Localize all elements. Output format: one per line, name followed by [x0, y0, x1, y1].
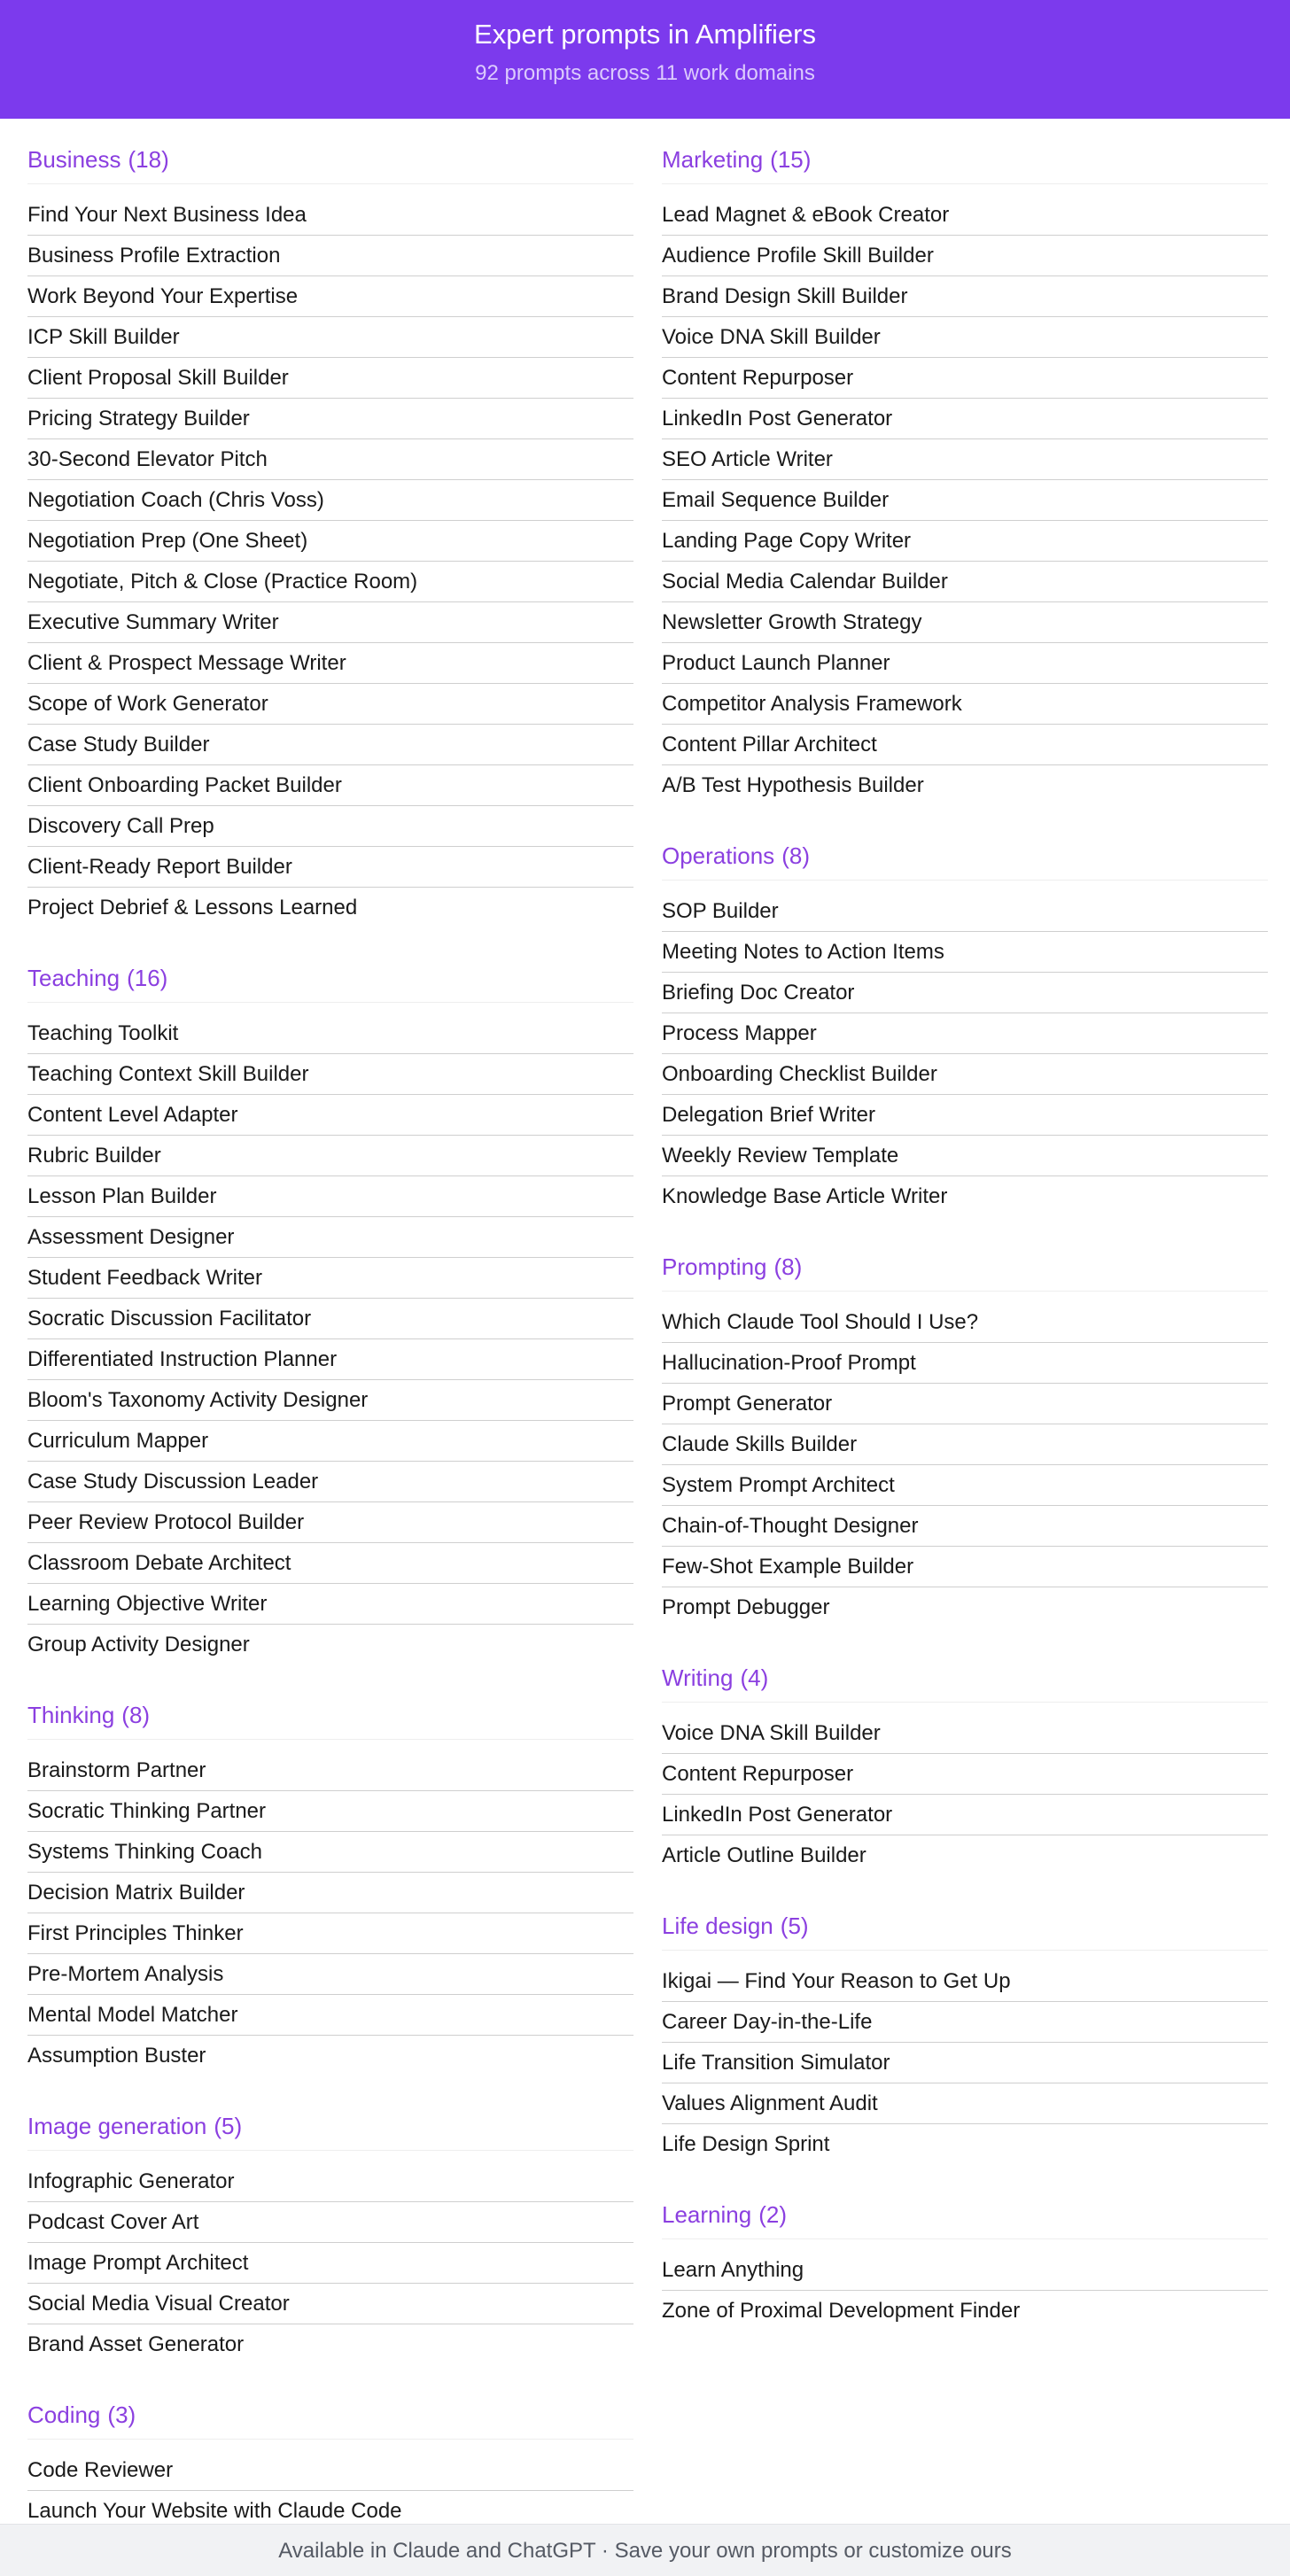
category-heading[interactable]: [662, 1906, 1268, 1951]
prompt-list: [27, 195, 633, 928]
category-count: (8): [773, 1253, 803, 1280]
category-count: (18): [128, 146, 169, 173]
prompt-item[interactable]: SEO Article Writer: [662, 439, 1268, 480]
prompt-item[interactable]: Client Onboarding Packet Builder: [27, 765, 633, 806]
prompt-item[interactable]: Infographic Generator: [27, 2161, 633, 2202]
category-heading[interactable]: [27, 2107, 633, 2151]
category-heading[interactable]: [662, 2195, 1268, 2239]
prompt-item[interactable]: Voice DNA Skill Builder: [662, 1713, 1268, 1754]
prompt-list: [662, 195, 1268, 806]
category-count-value: 4: [748, 1664, 761, 1691]
prompt-list: [662, 1713, 1268, 1876]
category-name: Prompting: [662, 1253, 767, 1280]
prompt-item[interactable]: Teaching Context Skill Builder: [27, 1054, 633, 1095]
prompt-item[interactable]: Zone of Proximal Development Finder: [662, 2299, 1021, 2323]
prompt-item[interactable]: Content Level Adapter: [27, 1095, 633, 1136]
prompt-item[interactable]: Which Claude Tool Should I Use?: [662, 1302, 1268, 1343]
prompt-item[interactable]: Chain-of-Thought Designer: [662, 1506, 1268, 1547]
category-name: Teaching: [27, 965, 120, 991]
prompt-list: [27, 1750, 633, 2076]
prompt-item[interactable]: Content Repurposer: [662, 1754, 1268, 1795]
prompt-item[interactable]: 30-Second Elevator Pitch: [27, 439, 633, 480]
prompt-item[interactable]: Prompt Debugger: [662, 1595, 830, 1619]
category-count: (5): [780, 1913, 809, 1939]
prompt-list: [662, 1961, 1268, 2165]
category-heading[interactable]: [27, 140, 633, 184]
prompt-list: [27, 1013, 633, 1665]
prompt-item[interactable]: Weekly Review Template: [662, 1136, 1268, 1176]
prompt-item[interactable]: Landing Page Copy Writer: [662, 521, 1268, 562]
prompt-item[interactable]: Ikigai — Find Your Reason to Get Up: [662, 1961, 1268, 2002]
category-count: (15): [770, 146, 812, 173]
category-section: [27, 140, 633, 928]
prompt-item[interactable]: LinkedIn Post Generator: [662, 399, 1268, 439]
category-name: Coding: [27, 2401, 101, 2428]
prompt-item[interactable]: Differentiated Instruction Planner: [27, 1339, 633, 1380]
prompt-item[interactable]: Rubric Builder: [27, 1136, 633, 1176]
prompt-item[interactable]: Discovery Call Prep: [27, 806, 633, 847]
prompt-item[interactable]: Find Your Next Business Idea: [27, 195, 633, 236]
category-name: Image generation: [27, 2113, 207, 2139]
category-section: [27, 958, 633, 1665]
prompt-item[interactable]: Lead Magnet & eBook Creator: [662, 195, 1268, 236]
prompt-item[interactable]: Social Media Visual Creator: [27, 2284, 633, 2324]
prompt-item[interactable]: Pre-Mortem Analysis: [27, 1954, 633, 1995]
prompt-item[interactable]: Article Outline Builder: [662, 1843, 866, 1867]
category-count: (3): [107, 2401, 136, 2428]
category-section: [27, 2107, 633, 2365]
prompt-item[interactable]: Email Sequence Builder: [662, 480, 1268, 521]
prompt-item[interactable]: Peer Review Protocol Builder: [27, 1502, 633, 1543]
category-section: [662, 2195, 1268, 2332]
category-section: [662, 1247, 1268, 1628]
page-subtitle: 92 prompts across 11 work domains: [475, 61, 815, 85]
prompt-item[interactable]: Hallucination-Proof Prompt: [662, 1343, 1268, 1384]
prompt-item[interactable]: Audience Profile Skill Builder: [662, 236, 1268, 276]
prompt-item[interactable]: Onboarding Checklist Builder: [662, 1054, 1268, 1095]
prompt-item[interactable]: Content Pillar Architect: [662, 725, 1268, 765]
prompt-item[interactable]: Systems Thinking Coach: [27, 1832, 633, 1873]
prompt-item[interactable]: Claude Skills Builder: [662, 1424, 1268, 1465]
category-name: Operations: [662, 842, 775, 869]
right-column: [662, 140, 1268, 2362]
prompt-item[interactable]: SOP Builder: [662, 891, 1268, 932]
prompt-item[interactable]: Client Proposal Skill Builder: [27, 358, 633, 399]
prompt-item[interactable]: Business Profile Extraction: [27, 236, 633, 276]
category-count: (5): [214, 2113, 243, 2139]
category-heading[interactable]: [662, 836, 1268, 881]
category-count: (2): [758, 2201, 788, 2228]
prompt-item[interactable]: Few-Shot Example Builder: [662, 1547, 1268, 1587]
prompt-list: [662, 2250, 1268, 2332]
page-footer: [0, 2524, 1290, 2576]
category-count-value: 5: [221, 2113, 235, 2139]
prompt-item[interactable]: Negotiation Prep (One Sheet): [27, 521, 633, 562]
prompt-item[interactable]: Brand Asset Generator: [27, 2332, 245, 2356]
prompt-list: [662, 1302, 1268, 1628]
prompt-item[interactable]: Classroom Debate Architect: [27, 1543, 633, 1584]
prompt-item[interactable]: Podcast Cover Art: [27, 2202, 633, 2243]
category-count-value: 15: [777, 146, 804, 173]
category-name: Thinking: [27, 1702, 115, 1728]
prompt-item[interactable]: Career Day-in-the-Life: [662, 2002, 1268, 2043]
prompt-item[interactable]: Work Beyond Your Expertise: [27, 276, 633, 317]
prompt-item[interactable]: Curriculum Mapper: [27, 1421, 633, 1462]
prompt-item[interactable]: Life Design Sprint: [662, 2132, 830, 2156]
category-section: [27, 1695, 633, 2076]
left-column: [27, 140, 633, 2576]
prompt-item[interactable]: Values Alignment Audit: [662, 2083, 1268, 2124]
prompt-item[interactable]: Negotiate, Pitch & Close (Practice Room): [27, 562, 633, 602]
prompt-item[interactable]: Voice DNA Skill Builder: [662, 317, 1268, 358]
category-count-value: 5: [788, 1913, 801, 1939]
prompt-item[interactable]: Mental Model Matcher: [27, 1995, 633, 2036]
prompt-item[interactable]: Process Mapper: [662, 1013, 1268, 1054]
prompt-item[interactable]: Life Transition Simulator: [662, 2043, 1268, 2083]
prompt-item[interactable]: Meeting Notes to Action Items: [662, 932, 1268, 973]
category-count-value: 2: [765, 2201, 780, 2228]
category-section: [662, 1906, 1268, 2165]
prompt-item[interactable]: Assessment Designer: [27, 1217, 633, 1258]
prompt-item[interactable]: Product Launch Planner: [662, 643, 1268, 684]
category-name: Business: [27, 146, 121, 173]
prompt-item[interactable]: System Prompt Architect: [662, 1465, 1268, 1506]
prompt-item[interactable]: Project Debrief & Lessons Learned: [27, 896, 358, 919]
prompt-item[interactable]: Launch Your Website with Claude Code: [27, 2491, 633, 2532]
prompt-item[interactable]: LinkedIn Post Generator: [662, 1795, 1268, 1835]
prompt-item[interactable]: Case Study Discussion Leader: [27, 1462, 633, 1502]
category-heading[interactable]: [662, 1247, 1268, 1292]
category-heading[interactable]: [27, 2395, 633, 2440]
prompt-item[interactable]: Content Repurposer: [662, 358, 1268, 399]
category-section: [662, 1658, 1268, 1876]
prompt-item[interactable]: Executive Summary Writer: [27, 602, 633, 643]
category-count: (8): [781, 842, 810, 869]
category-heading[interactable]: [27, 958, 633, 1003]
category-count: (16): [127, 965, 168, 991]
prompt-item[interactable]: Image Prompt Architect: [27, 2243, 633, 2284]
prompt-list: [662, 891, 1268, 1217]
page-header: [0, 0, 1290, 119]
category-heading[interactable]: [27, 1695, 633, 1740]
category-heading[interactable]: [662, 1658, 1268, 1703]
prompt-item[interactable]: Knowledge Base Article Writer: [662, 1184, 948, 1208]
prompt-item[interactable]: Learning Objective Writer: [27, 1584, 633, 1625]
prompt-item[interactable]: Client-Ready Report Builder: [27, 847, 633, 888]
prompt-item[interactable]: Socratic Discussion Facilitator: [27, 1299, 633, 1339]
category-section: [662, 836, 1268, 1217]
prompt-item[interactable]: Prompt Generator: [662, 1384, 1268, 1424]
category-count-value: 16: [134, 965, 160, 991]
prompt-item[interactable]: Lesson Plan Builder: [27, 1176, 633, 1217]
category-count-value: 8: [781, 1253, 795, 1280]
prompt-item[interactable]: Group Activity Designer: [27, 1633, 250, 1657]
prompt-item[interactable]: ICP Skill Builder: [27, 317, 633, 358]
prompt-item[interactable]: A/B Test Hypothesis Builder: [662, 773, 924, 797]
category-count-value: 18: [136, 146, 162, 173]
prompt-item[interactable]: Learn Anything: [662, 2250, 1268, 2291]
page-title: Expert prompts in Amplifiers: [474, 19, 816, 50]
category-count: (4): [740, 1664, 769, 1691]
category-count-value: 8: [789, 842, 803, 869]
prompt-item[interactable]: Bloom's Taxonomy Activity Designer: [27, 1380, 633, 1421]
prompt-item[interactable]: Socratic Thinking Partner: [27, 1791, 633, 1832]
prompt-item[interactable]: Case Study Builder: [27, 725, 633, 765]
prompt-item[interactable]: Delegation Brief Writer: [662, 1095, 1268, 1136]
prompt-item[interactable]: Negotiation Coach (Chris Voss): [27, 480, 633, 521]
prompt-item[interactable]: Brand Design Skill Builder: [662, 276, 1268, 317]
prompt-item[interactable]: Decision Matrix Builder: [27, 1873, 633, 1913]
prompt-item[interactable]: Brainstorm Partner: [27, 1750, 633, 1791]
category-name: Marketing: [662, 146, 764, 173]
footer-text: Available in Claude and ChatGPT · Save your own prompts or customize ours: [278, 2539, 1012, 2563]
category-section: [662, 140, 1268, 806]
prompt-item[interactable]: Newsletter Growth Strategy: [662, 602, 1268, 643]
category-count: (8): [121, 1702, 151, 1728]
category-count-value: 8: [128, 1702, 143, 1728]
prompt-item[interactable]: Scope of Work Generator: [27, 684, 633, 725]
prompt-item[interactable]: Client & Prospect Message Writer: [27, 643, 633, 684]
prompt-item[interactable]: Student Feedback Writer: [27, 1258, 633, 1299]
prompt-item[interactable]: Briefing Doc Creator: [662, 973, 1268, 1013]
category-heading[interactable]: [662, 140, 1268, 184]
prompt-item[interactable]: Social Media Calendar Builder: [662, 562, 1268, 602]
prompt-item[interactable]: Code Reviewer: [27, 2450, 633, 2491]
category-count-value: 3: [115, 2401, 128, 2428]
category-name: Writing: [662, 1664, 734, 1691]
category-name: Life design: [662, 1913, 773, 1939]
prompt-item[interactable]: Competitor Analysis Framework: [662, 684, 1268, 725]
prompt-list: [27, 2161, 633, 2365]
prompt-item[interactable]: Assumption Buster: [27, 2044, 206, 2068]
category-name: Learning: [662, 2201, 752, 2228]
prompt-item[interactable]: First Principles Thinker: [27, 1913, 633, 1954]
prompt-item[interactable]: Pricing Strategy Builder: [27, 399, 633, 439]
prompt-item[interactable]: Teaching Toolkit: [27, 1013, 633, 1054]
